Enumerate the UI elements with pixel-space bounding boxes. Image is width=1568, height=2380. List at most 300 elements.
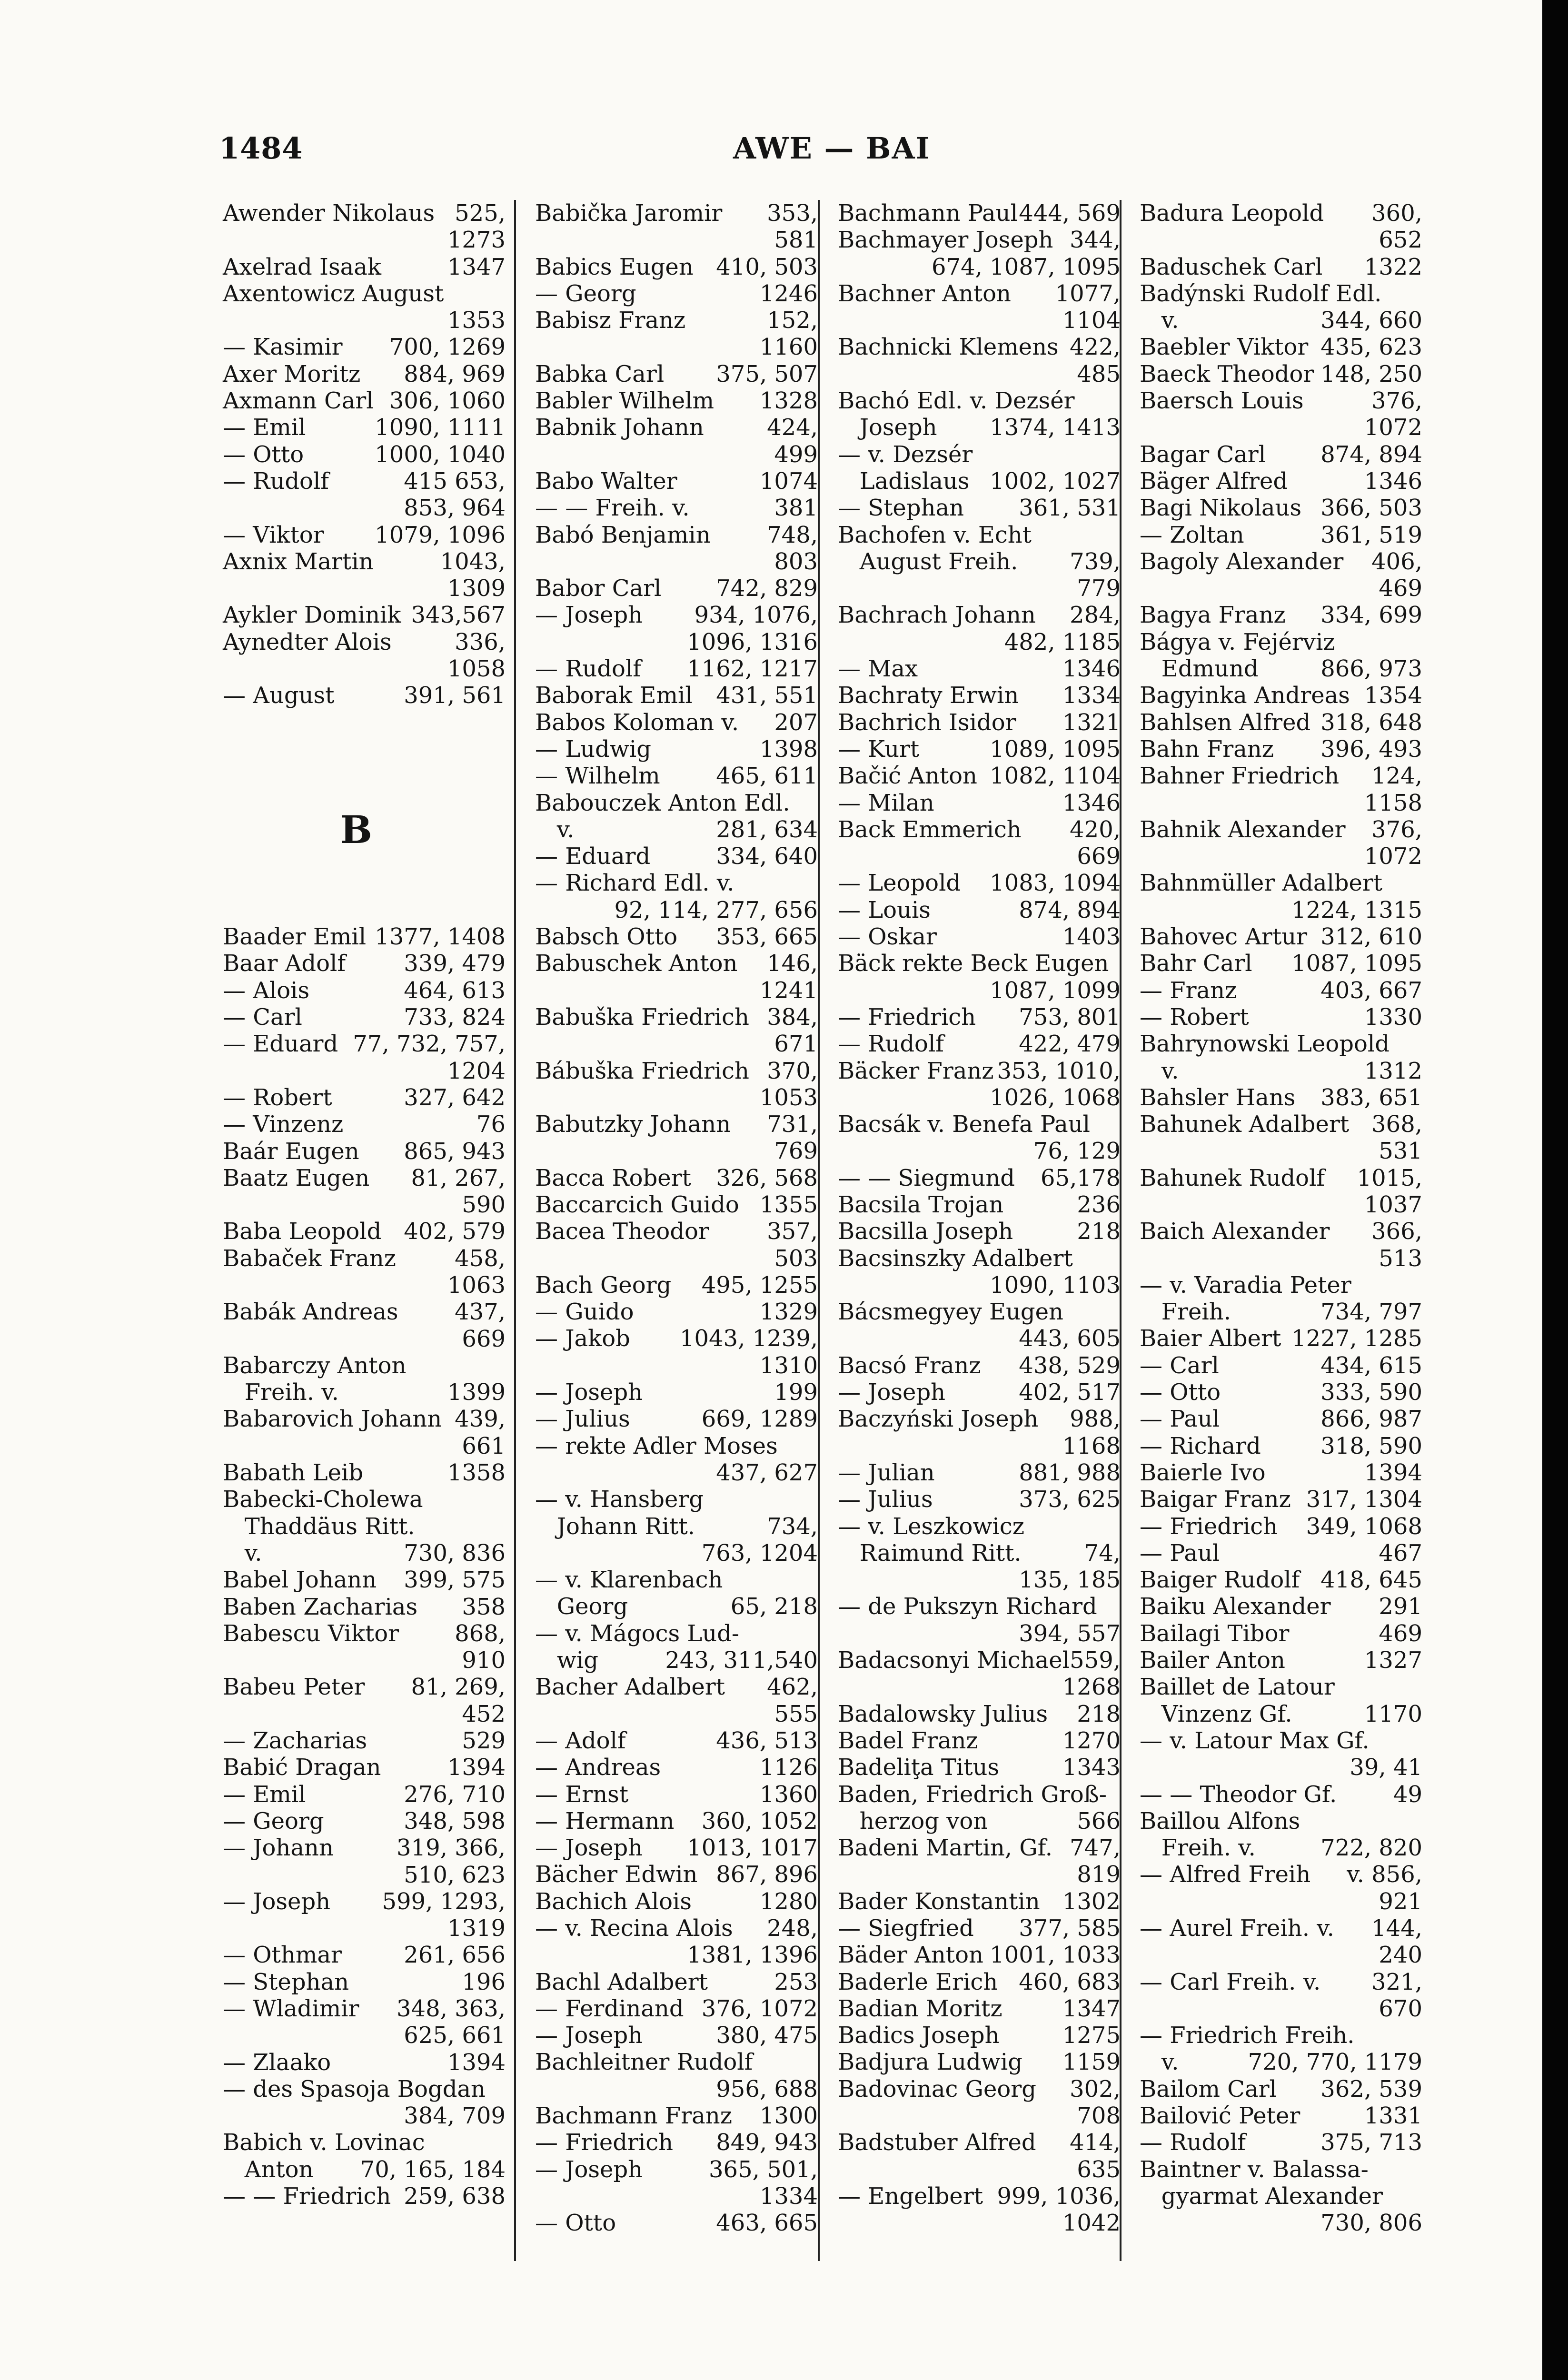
entry-continuation: 671 [774,1031,818,1058]
entry-page-refs: 207 [774,709,818,736]
entry-name: — Joseph [535,2156,643,2183]
entry-page-refs: 1043, 1239, [679,1325,818,1352]
entry-name: Bachner Anton [838,280,1011,307]
entry-page-refs: 734, 797 [1320,1299,1422,1326]
directory-entry [838,1111,1123,1138]
entry-name: Babó Benjamin [535,521,711,548]
directory-entry [223,1995,508,2022]
directory-entry [535,1111,821,1138]
entry-page-refs: 460, 683 [1019,1968,1121,1995]
entry-name: Bailer Anton [1140,1647,1285,1674]
directory-entry [1140,1299,1425,1325]
entry-continuation: 1309 [447,575,506,602]
entry-page-refs: 469 [1379,1620,1422,1647]
entry-page-refs [1121,1111,1123,1138]
entry-name: — Aurel Freih. v. [1140,1915,1334,1942]
directory-entry [1140,468,1425,495]
directory-entry [838,1647,1123,1674]
entry-name: — Friedrich [838,1003,976,1031]
entry-name: — Jakob [535,1325,630,1352]
directory-entry [1140,816,1425,843]
entry-page-refs: 495, 1255 [701,1271,818,1299]
entry-name: Bahlsen Alfred [1140,709,1311,736]
entry-page-refs: 368, [1371,1111,1422,1138]
entry-name: Baersch Louis [1140,387,1304,415]
entry-name: — Carl [1140,1352,1219,1379]
entry-page-refs: 720, 770, 1179 [1248,2049,1422,2076]
directory-entry [535,1835,821,1861]
entry-name: — Paul [1140,1406,1220,1433]
entry-name: — Stephan [223,1968,349,1995]
directory-entry [1140,1058,1425,1084]
entry-name: v. [1140,1057,1179,1084]
entry-page-refs: 348, 598 [404,1807,506,1835]
entry-page-refs: 70, 165, 184 [360,2156,506,2183]
entry-name: Bachnicki Klemens [838,334,1059,361]
entry-page-refs: 1394 [447,1754,506,1781]
entry-page-refs: 306, 1060 [389,387,506,415]
entry-name: Bahn Franz [1140,735,1274,763]
directory-entry [535,200,821,227]
entry-name: Baccarcich Guido [535,1191,739,1218]
entry-name: Joseph [838,414,937,441]
entry-name: Bachl Adalbert [535,1968,708,1995]
entry-page-refs: 1358 [447,1459,506,1487]
entry-name: — Wilhelm [535,763,660,790]
entry-name: — Joseph [535,602,643,629]
entry-continuation: 1063 [447,1271,506,1299]
entry-name: — Oskar [838,923,937,951]
entry-page-refs: 1346 [1062,789,1121,816]
entry-continuation: 1168 [1062,1432,1121,1459]
entry-page-refs: 312, 610 [1320,923,1422,951]
entry-page-refs: 353, 1010, [997,1057,1121,1084]
entry-page-refs [818,2049,821,2075]
entry-continuation: 499 [774,441,818,468]
entry-name: herzog von [838,1807,988,1835]
entry-continuation: 482, 1185 [1004,628,1121,655]
directory-entry [535,387,821,414]
spacer [223,897,508,923]
entry-page-refs: 384, [767,1003,818,1031]
entry-page-refs: 1275 [1062,2022,1121,2049]
directory-entry [223,1218,508,1245]
directory-entry [223,629,508,655]
entry-page-refs: 376, [1371,387,1422,415]
entry-name: Edmund [1140,655,1259,683]
entry-name: Bacsila Trojan [838,1191,1004,1218]
directory-entry [1140,763,1425,789]
entry-continuation: 1241 [759,977,818,1004]
entry-page-refs: 1331 [1364,2102,1422,2130]
column-2 [535,200,821,2370]
entry-name: — Robert [223,1084,332,1111]
entry-name: — Rudolf [535,655,642,683]
entry-page-refs: 380, 475 [716,2022,818,2049]
directory-entry [223,468,508,495]
entry-page-refs: 1398 [759,735,818,763]
entry-name: Badovinac Georg [838,2075,1036,2102]
entry-page-refs: 402, 517 [1019,1379,1121,1406]
directory-entry [1140,2183,1425,2210]
entry-page-refs: 362, 539 [1320,2075,1422,2102]
entry-page-refs: 199 [774,1379,818,1406]
entry-name: — Paul [1140,1539,1220,1567]
entry-name: Bachmayer Joseph [838,227,1053,254]
entry-name: Bagoly Alexander [1140,548,1344,575]
entry-page-refs: 422, [1070,334,1121,361]
directory-entry [1140,1433,1425,1459]
directory-entry [1140,977,1425,1004]
entry-page-refs: 65, 218 [730,1593,818,1620]
directory-entry [223,1674,508,1700]
entry-page-refs: 366, 503 [1320,495,1422,522]
entry-name: — Hermann [535,1807,675,1835]
directory-entry [535,1433,821,1459]
directory-entry [838,548,1123,575]
entry-continuation: 513 [1379,1245,1422,1272]
entry-page-refs: 733, 824 [404,1004,506,1031]
entry-name: gyarmat Alexander [1140,2182,1383,2210]
entry-page-refs: 434, 615 [1320,1352,1422,1379]
entry-page-refs: 360, 1052 [701,1807,818,1835]
entry-page-refs: 361, 519 [1320,521,1422,548]
entry-page-refs: 1355 [759,1191,818,1218]
entry-name: Raimund Ritt. [838,1539,1022,1567]
entry-page-refs: 366, [1371,1218,1422,1245]
entry-page-refs [1121,950,1123,977]
directory-entry [1140,950,1425,977]
directory-entry [1140,1031,1425,1057]
entry-name: — — Freih. v. [535,495,690,522]
entry-page-refs: 866, 987 [1320,1406,1422,1433]
entry-page-refs: 318, 648 [1320,709,1422,736]
entry-name: — Johann [223,1835,334,1862]
directory-entry [838,227,1123,253]
entry-continuation: 1042 [1062,2210,1121,2237]
directory-entry [535,682,821,709]
entry-page-refs: 1300 [759,2102,818,2130]
entry-page-refs: 731, [767,1111,818,1138]
directory-entry [535,1995,821,2022]
entry-page-refs: 884, 969 [404,360,506,387]
directory-entry [535,522,821,548]
entry-continuation: 1096, 1316 [687,628,818,655]
entry-page-refs: 357, [767,1218,818,1245]
entry-page-refs: 1170 [1364,1700,1422,1727]
entry-page-refs: 748, [767,521,818,548]
directory-entry [838,2183,1123,2210]
entry-name: — Otto [535,2210,616,2237]
entry-name: Bailom Carl [1140,2075,1277,2102]
entry-name: — — Friedrich [223,2183,391,2210]
entry-page-refs: 358 [462,1593,506,1620]
entry-page-refs: 1329 [759,1299,818,1326]
directory-entry [838,2129,1123,2156]
directory-entry [838,1808,1123,1835]
entry-page-refs: 344, 660 [1320,307,1422,334]
entry-page-refs: 418, 645 [1320,1567,1422,1594]
entry-page-refs: 849, 943 [716,2129,818,2156]
entry-page-refs: 402, 579 [404,1218,506,1245]
entry-name: Bacca Robert [535,1164,691,1191]
entry-page-refs: 284, [1070,602,1121,629]
directory-entry [838,468,1123,495]
entry-name: — Engelbert [838,2182,983,2210]
entry-page-refs [506,2129,508,2156]
column-4 [1140,200,1425,2370]
entry-continuation: 763, 1204 [701,1539,818,1567]
entry-name: Babarovich Johann [223,1406,442,1433]
entry-page-refs: 321, [1371,1968,1422,1995]
entry-name: Badel Franz [838,1727,978,1754]
entry-page-refs: 375, 507 [716,360,818,387]
directory-entry [838,1995,1123,2022]
entry-page-refs [1422,629,1425,655]
entry-name: Aykler Dominik [223,602,401,629]
entry-page-refs: 406, [1371,548,1422,575]
entry-page-refs: 124, [1371,763,1422,790]
page-number: 1484 [219,131,303,166]
entry-name: Bahrynowski Leopold [1140,1031,1389,1058]
entry-page-refs: 253 [774,1968,818,1995]
entry-name: — Alois [223,977,310,1004]
entry-page-refs: 334, 640 [716,843,818,870]
entry-name: v. [1140,307,1179,334]
directory-entry [223,1004,508,1031]
entry-page-refs [1422,2022,1425,2049]
entry-name: v. [1140,2049,1179,2076]
entry-name: Johann Ritt. [535,1513,695,1540]
entry-name: — Joseph [535,1379,643,1406]
entry-continuation: 652 [1379,227,1422,254]
entry-page-refs: 700, 1269 [389,334,506,361]
entry-name: — v. Varadia Peter [1140,1271,1351,1299]
entry-name: Baderle Erich [838,1968,998,1995]
directory-entry [223,1486,508,1513]
entry-name: Bachmann Franz [535,2102,732,2130]
entry-continuation: 1072 [1364,843,1422,870]
directory-entry [223,1727,508,1754]
entry-name: Babák Andreas [223,1299,398,1326]
entry-page-refs: 438, 529 [1019,1352,1121,1379]
entry-page-refs: 742, 829 [716,575,818,602]
directory-entry [535,790,821,816]
entry-page-refs [1422,2183,1425,2210]
entry-name: Baintner v. Balassa- [1140,2156,1369,2183]
directory-entry [1140,1352,1425,1379]
directory-entry [1140,1701,1425,1727]
column-3 [838,200,1123,2370]
directory-entry [223,1781,508,1808]
directory-entry [1140,655,1425,682]
entry-name: Bacsilla Joseph [838,1218,1013,1245]
directory-entry [838,1486,1123,1513]
entry-name: wig [535,1647,598,1674]
entry-page-refs: 1087, 1095 [1291,950,1422,977]
entry-page-refs: 81, 267, [411,1164,506,1191]
directory-entry [535,254,821,280]
entry-page-refs: 747, [1070,1835,1121,1862]
directory-entry [838,1969,1123,1995]
directory-entry [1140,254,1425,280]
entry-page-refs: 874, 894 [1019,896,1121,923]
spacer [223,736,508,763]
entry-name: — August [223,682,335,709]
entry-page-refs: 377, 585 [1019,1915,1121,1942]
entry-page-refs: 196 [462,1968,506,1995]
entry-page-refs: 559, [1070,1647,1121,1674]
entry-continuation: 1353 [447,307,506,334]
directory-entry [1140,280,1425,307]
entry-page-refs: 463, 665 [716,2210,818,2237]
entry-page-refs: 349, 1068 [1306,1513,1422,1540]
entry-page-refs [1121,1781,1123,1808]
entry-name: Baatz Eugen [223,1164,370,1191]
directory-entry [535,2049,821,2075]
entry-page-refs: 753, 801 [1019,1003,1121,1031]
entry-page-refs: 76 [476,1111,506,1138]
entry-page-refs: 348, 363, [396,1995,506,2022]
directory-entry [838,334,1123,360]
entry-continuation: 1310 [759,1352,818,1379]
directory-entry [535,1888,821,1915]
entry-name: Baeck Theodor [1140,360,1314,387]
entry-page-refs: 1322 [1364,253,1422,280]
directory-entry [1140,1325,1425,1352]
entry-page-refs: 1227, 1285 [1291,1325,1422,1352]
entry-continuation: 1160 [759,334,818,361]
entry-name: Babor Carl [535,575,662,602]
directory-entry [1140,2022,1425,2049]
directory-entry [838,1888,1123,1915]
entry-page-refs: 236 [1077,1191,1121,1218]
directory-entry [1140,1272,1425,1299]
spacer [223,870,508,897]
directory-entry [223,950,508,977]
directory-entry [535,816,821,843]
directory-entry [838,1165,1123,1191]
entry-name: — v. Latour Max Gf. [1140,1727,1370,1754]
entry-continuation: 1319 [447,1915,506,1942]
entry-continuation: 240 [1379,1942,1422,1969]
entry-page-refs: 566 [1077,1807,1121,1835]
directory-entry [1140,2102,1425,2129]
entry-name: Bachrach Johann [838,602,1036,629]
entry-page-refs [818,870,821,896]
directory-entry [838,2022,1123,2049]
entry-page-refs [506,1513,508,1540]
entry-continuation: 1090, 1103 [990,1271,1121,1299]
entry-name: August Freih. [838,548,1018,575]
entry-page-refs: 1083, 1094 [990,870,1121,897]
entry-continuation: 635 [1077,2156,1121,2183]
entry-name: — Richard Edl. v. [535,870,734,897]
entry-page-refs [818,1567,821,1593]
directory-entry [1140,2129,1425,2156]
entry-name: Babnik Johann [535,414,704,441]
entry-page-refs [818,1433,821,1459]
directory-entry [838,1540,1123,1567]
directory-entry [1140,1915,1425,1942]
entry-continuation: 1381, 1396 [687,1942,818,1969]
entry-page-refs: 81, 269, [411,1674,506,1701]
directory-entry [535,950,821,977]
entry-continuation: 769 [774,1138,818,1165]
entry-page-refs: 375, 713 [1320,2129,1422,2156]
entry-name: — Joseph [535,2022,643,2049]
directory-entry [535,1379,821,1406]
entry-page-refs: 334, 699 [1320,602,1422,629]
entry-page-refs: 276, 710 [404,1781,506,1808]
directory-entry [1140,1567,1425,1593]
entry-name: Axentowicz August [223,280,444,307]
directory-entry [535,495,821,521]
entry-page-refs: 722, 820 [1320,1835,1422,1862]
directory-entry [223,1567,508,1593]
directory-entry [535,1781,821,1808]
directory-entry [838,1835,1123,1861]
directory-entry [223,200,508,227]
directory-entry [1140,1835,1425,1861]
directory-entry [1140,1406,1425,1432]
entry-name: Baben Zacharias [223,1593,418,1620]
entry-page-refs: 1001, 1033 [990,1942,1121,1969]
entry-name: Bahner Friedrich [1140,763,1340,790]
directory-entry [838,414,1123,441]
entry-page-refs [506,2076,508,2102]
entry-page-refs: 1002, 1027 [990,467,1121,495]
entry-page-refs: 1346 [1062,655,1121,683]
directory-entry [223,1969,508,1995]
entry-name: Babath Leib [223,1459,364,1487]
entry-page-refs: 336, [455,628,506,655]
entry-continuation: 661 [462,1432,506,1459]
directory-entry [223,977,508,1004]
directory-entry [1140,1808,1425,1835]
entry-name: — Othmar [223,1942,342,1969]
directory-entry [223,1245,508,1272]
entry-name: Badeni Martin, Gf. [838,1835,1052,1862]
directory-entry [223,441,508,468]
directory-entry [1140,1969,1425,1995]
entry-continuation: 135, 185 [1019,1567,1121,1594]
entry-name: Bäger Alfred [1140,467,1288,495]
directory-entry [535,2129,821,2156]
directory-entry [535,1218,821,1245]
directory-entry [223,2183,508,2210]
entry-page-refs: 1302 [1062,1888,1121,1915]
entry-page-refs: 1043, [440,548,506,575]
directory-entry [838,1191,1123,1218]
entry-page-refs: 1321 [1062,709,1121,736]
entry-name: Baczyński Joseph [838,1406,1039,1433]
entry-page-refs: 376, 1072 [701,1995,818,2022]
directory-entry [223,1620,508,1647]
entry-page-refs: 1327 [1364,1647,1422,1674]
entry-page-refs: 1246 [759,280,818,307]
directory-columns [223,200,1422,2370]
entry-name: Axnix Martin [223,548,374,575]
directory-entry [1140,1727,1425,1754]
entry-name: — Louis [838,896,931,923]
entry-page-refs [1422,1272,1425,1299]
entry-page-refs: 1334 [1062,682,1121,709]
entry-name: — v. Leszkowicz [838,1513,1024,1540]
entry-page-refs: 360, [1371,200,1422,227]
entry-name: Bahr Carl [1140,950,1252,977]
entry-page-refs: 1377, 1408 [375,923,506,951]
